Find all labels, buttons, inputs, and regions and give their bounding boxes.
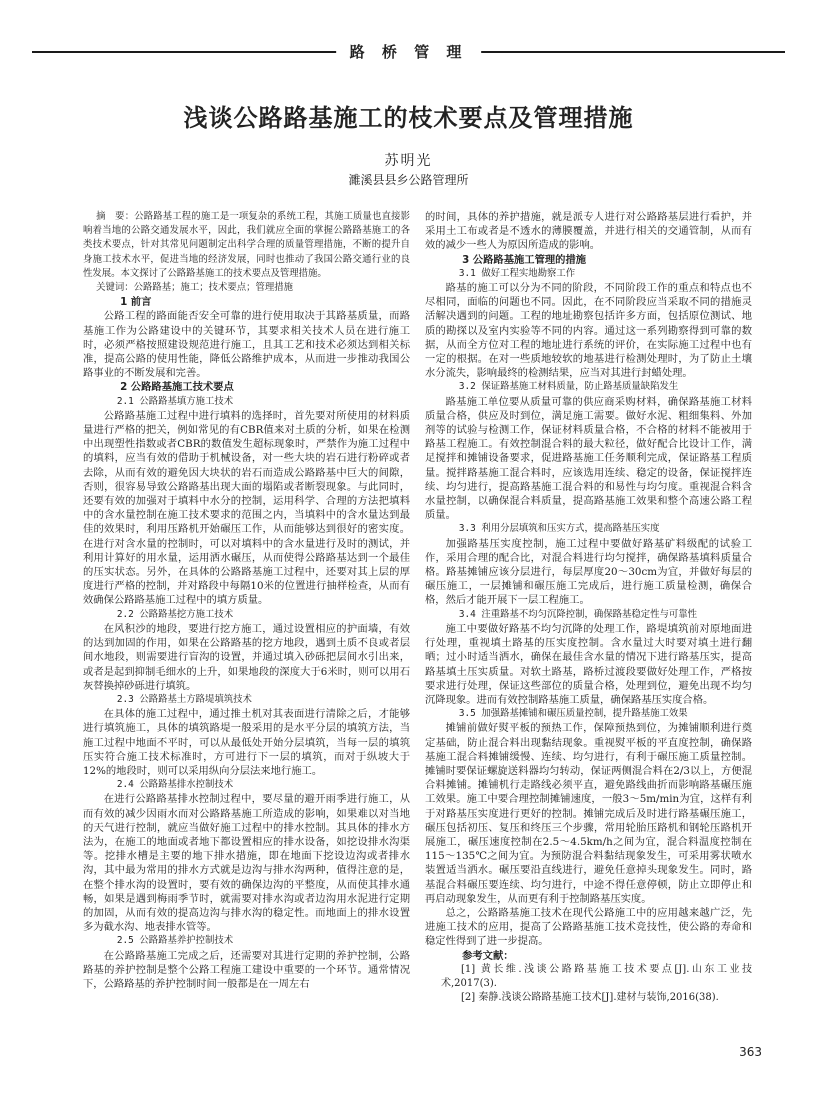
body-paragraph: 在进行公路路基排水控制过程中，要尽量的避开雨季进行施工，从而有效的减少因雨水而对公路路基施工所造成的影响，如果难以对当地的天气进行控制，就应当做好施工过程中的排水控制。其具体的排水方法为，在施工的地面或者地下都设置相应的排水设备，如挖设排水沟渠等。挖排水槽是主要的地下排水措施，即在地面下挖设边沟或者排水沟，其中最为常用的排水方式就是边沟与排水沟两种，值得注意的是，在整个排水沟的设置时，要有效的确保边沟的平整度，从而使其排水通畅，如果是遇到梅雨季节时，就需要对排水沟或者边沟用水泥进行定期的加固，从而有效的提高边沟与排水沟的稳定性。而地面上的排水设置多为截水沟、地表排水管等。 — [83, 793, 410, 934]
subsection-heading: 3.1 做好工程实地勘察工作 — [458, 267, 576, 279]
abstract-paragraph: 关键词：公路路基；施工；技术要点；管理措施 — [96, 282, 294, 294]
body-paragraph: 公路工程的路面能否安全可靠的进行使用取决于其路基质量，而路基施工作为公路建设中的关键环节，其要求相关技术人员在进行施工时，必须严格按照建设规范进行施工，且其工艺和技术必须达到相关标准，提高公路的使用性能，降低公路维护成本，从而进一步推动我国公路事业的不断发展和完善。 — [83, 310, 410, 380]
subsection-heading: 3.4 注重路基不均匀沉降控制，确保路基稳定性与可靠性 — [458, 608, 698, 620]
subsection-heading: 2.3 公路路基土方路堤填筑技术 — [116, 693, 252, 705]
section-heading: 2 公路路基施工技术要点 — [120, 381, 234, 394]
subsection-heading: 3.2 保证路基施工材料质量，防止路基质量缺陷发生 — [458, 381, 679, 393]
reference-item: [2] 秦静.浅谈公路路基施工技术[J].建材与装饰,2016(38). — [461, 992, 719, 1004]
abstract-paragraph: 摘 要：公路路基工程的施工是一项复杂的系统工程，其施工质量也直接影响着当地的公路交通发展水平，因此，我们就应全面的掌握公路路基施工的各类技术要点，针对其常见问题制定出科学合理的质量管理措施，不断的提升自身施工技术水平，促进当地的经济发展，同时也推动了我国公路交通行业的良性发展。本文探讨了公路路基施工的技术要点及管理措施。 — [83, 211, 410, 279]
body-paragraph: 摊铺前做好熨平板的预热工作，保障预热到位，为摊铺顺利进行奠定基础，防止混合料出现黏结现象。重视熨平板的平直度控制，确保路基施工混合料摊铺缓慢、连续、均匀进行，有利于碾压施工质量控制。摊铺时要保证螺旋送料器均匀转动，保证两侧混合料在2/3以上，方便混合料摊铺。摊铺机行走路线必须平直，避免路线曲折而影响路基碾压施工效果。施工中要合理控制摊铺速度，一般3～5m/min为宜，这样有利于对路基压实度进行更好的控制。摊铺完成后及时进行路基碾压施工，碾压包括初压、复压和终压三个步骤，常用轮胎压路机和钢轮压路机开展施工，碾压速度控制在2.5～4.5km/h之间为宜，混合料温度控制在115～135℃之间为宜。为预防混合料黏结现象发生，可采用雾状喷水装置适当洒水。碾压要沿直线进行，避免任意掉头现象发生。同时，路基混合料碾压要连续、均匀进行，中途不得任意停顿，防止立即停止和再启动现象发生，从而更有利于控制路基压实度。 — [425, 722, 752, 905]
section-label: 路 桥 管 理 — [336, 42, 482, 62]
subsection-heading: 2.5 公路路基养护控制技术 — [116, 935, 234, 947]
body-paragraph-continued: 的时间，具体的养护措施，就是派专人进行对公路路基层进行看护，并采用土工布或者是不透水的薄膜覆盖，并进行相关的交通管制，从而有效的减少一些人为原因所造成的影响。 — [425, 211, 752, 252]
subsection-heading: 2.4 公路路基排水控制技术 — [116, 779, 234, 791]
article-title: 浅谈公路路基施工的枝术要点及管理措施 — [183, 104, 634, 132]
body-paragraph: 在风积沙的地段，要进行挖方施工，通过设置相应的护面墙，有效的达到加固的作用，如果在公路路基的挖方地段，遇到土质不良或者层间水地段，则需要进行盲沟的设置，并通过填入砂砾把层间水引出来，或者是起到抑制毛细水的上升，如果地段的深度大于6米时，则可以用石灰替换掉砂砾进行填筑。 — [83, 622, 410, 692]
body-paragraph: 在公路路基施工完成之后，还需要对其进行定期的养护控制，公路路基的养护控制是整个公路工程施工建设中重要的一个环节。通常情况下，公路路基的养护控制时间一般都是在一周左右 — [83, 949, 410, 990]
subsection-heading: 3.3 利用分层填筑和压实方式，提高路基压实度 — [458, 523, 660, 535]
right-column — [425, 210, 752, 1005]
body-paragraph: 施工中要做好路基不均匀沉降的处理工作，路堤填筑前对原地面进行处理，重视填土路基的压实度控制。含水量过大时要对填土进行翻晒；过小时适当洒水，确保在最佳含水量的情况下进行路基压实，提高路基填土压实质量。对软土路基，路桥过渡段要做好处理工作，严格按要求进行处理，保证这些部位的质量合格，处理到位，避免出现不均匀沉降现象。进而有效控制路基施工质量，确保路基压实度合格。 — [425, 622, 752, 706]
author-affiliation: 濉溪县县乡公路管理所 — [348, 173, 469, 187]
left-column — [83, 210, 410, 991]
body-paragraph: 路基的施工可以分为不同的阶段，不同阶段工作的重点和特点也不尽相同，面临的问题也不同。因此，在不同阶段应当采取不同的措施灵活解决遇到的问题。工程的地址勘察包括许多方面，包括原位测试、地质的勘探以及室内实验等不同的内容。通过这一系列勘察得到可靠的数据，从而全方位对工程的地址进行系统的评价，在实际施工过程中也有一定的根据。在对一些质地较软的地基进行检测处理时，为了防止土壤水分流失，影响最终的检测结果，应当对其进行封蜡处理。 — [425, 282, 752, 380]
references-heading: 参考文献： — [462, 949, 514, 962]
body-paragraph: 路基施工单位要从质量可靠的供应商采购材料，确保路基施工材料质量合格，供应及时到位，满足施工需要。做好水泥、粗细集料、外加剂等的试验与检测工作，保证材料质量合格，不合格的材料不能被用于路基工程施工。有效控制混合料的最大粒径，做好配合比设计工作，满足搅拌和摊铺设备要求，促进路基施工任务顺利完成，保证路基工程质量。搅拌路基施工混合料时，应该选用连续、稳定的设备，保证搅拌连续、均匀进行，提高路基施工混合料的和易性与均匀度。重视混合料含水量控制，以确保混合料质量，提高路基施工效果和整个高速公路工程质量。 — [425, 395, 752, 522]
section-heading: 3 公路路基施工管理的措施 — [462, 253, 587, 266]
reference-item: [1] 黄长维.浅谈公路路基施工技术要点[J].山东工业技术,2017(3). — [441, 963, 752, 989]
body-paragraph: 在具体的施工过程中，通过推土机对其表面进行清除之后，才能够进行填筑施工，具体的填筑路堤一般采用的是水平分层的填筑方法，当施工过程中地面不平时，可以从最低处开始分层填筑，当每一层的填筑压实符合施工技术标准时，方可进行下一层的填筑，而对于纵坡大于12%的地段时，则可以采用纵向分层法来地行施工。 — [83, 708, 410, 777]
author-name: 苏明光 — [384, 153, 433, 169]
subsection-heading: 2.1 公路路基填方施工技术 — [116, 395, 234, 407]
body-paragraph: 总之，公路路基施工技术在现代公路施工中的应用越来越广泛，先进施工技术的应用，提高了公路路基施工技术竞技性，使公路的寿命和稳定性得到了进一步提高。 — [425, 906, 752, 948]
subsection-heading: 2.2 公路路基挖方施工技术 — [116, 608, 234, 620]
journal-header — [32, 42, 785, 62]
section-heading: 1 前言 — [120, 296, 152, 309]
page-number: 363 — [739, 1045, 762, 1059]
body-paragraph: 公路路基施工过程中进行填料的选择时，首先要对所使用的材料质量进行严格的把关，例如常见的有CBR值来对土质的分析，如果在检测中出现塑性指数或者CBR的数值发生超标现象时，严禁作为施工过程中的填料，应当有效的借助于机械设备，对一些大块的岩石进行粉碎或者去除，从而有效的避免因大块状的岩石而造成公路路基中巨大的间隙，否则，很容易导致公路路基出现大面的塌陷或者断裂现象。与此同时，还要有效的加强对于填料中水分的控制，运用科学、合理的方法把填料中的含水量控制在施工技术要求的范围之内，当填料中的含水量达到最佳的效果时，利用压路机开始碾压工作，从而能够达到很好的密实度。在进行对含水量的控制时，可以对填料中的含水量进行及时的测试，并利用计算好的用水量，运用洒水碾压，从而使得公路路基达到一个最佳的压实状态。另外，在具体的公路路基施工过程中，还要对其上层的厚度进行严格的控制，并对路段中每隔10米的位置进行抽样检查，从而有效确保公路路基施工过程中的填方质量。 — [83, 409, 410, 607]
subsection-heading: 3.5 加强路基摊铺和碾压质量控制，提升路基施工效果 — [458, 708, 688, 720]
body-paragraph: 加强路基压实度控制，施工过程中要做好路基矿料级配的试验工作，采用合理的配合比，对混合料进行均匀搅拌，确保路基填料质量合格。路基摊铺应该分层进行，每层厚度20～30cm为宜，并做好每层的碾压施工，一层摊铺和碾压施工完成后，进行施工质量检测，确保合格，然后才能开展下一层工程施工。 — [425, 537, 752, 607]
